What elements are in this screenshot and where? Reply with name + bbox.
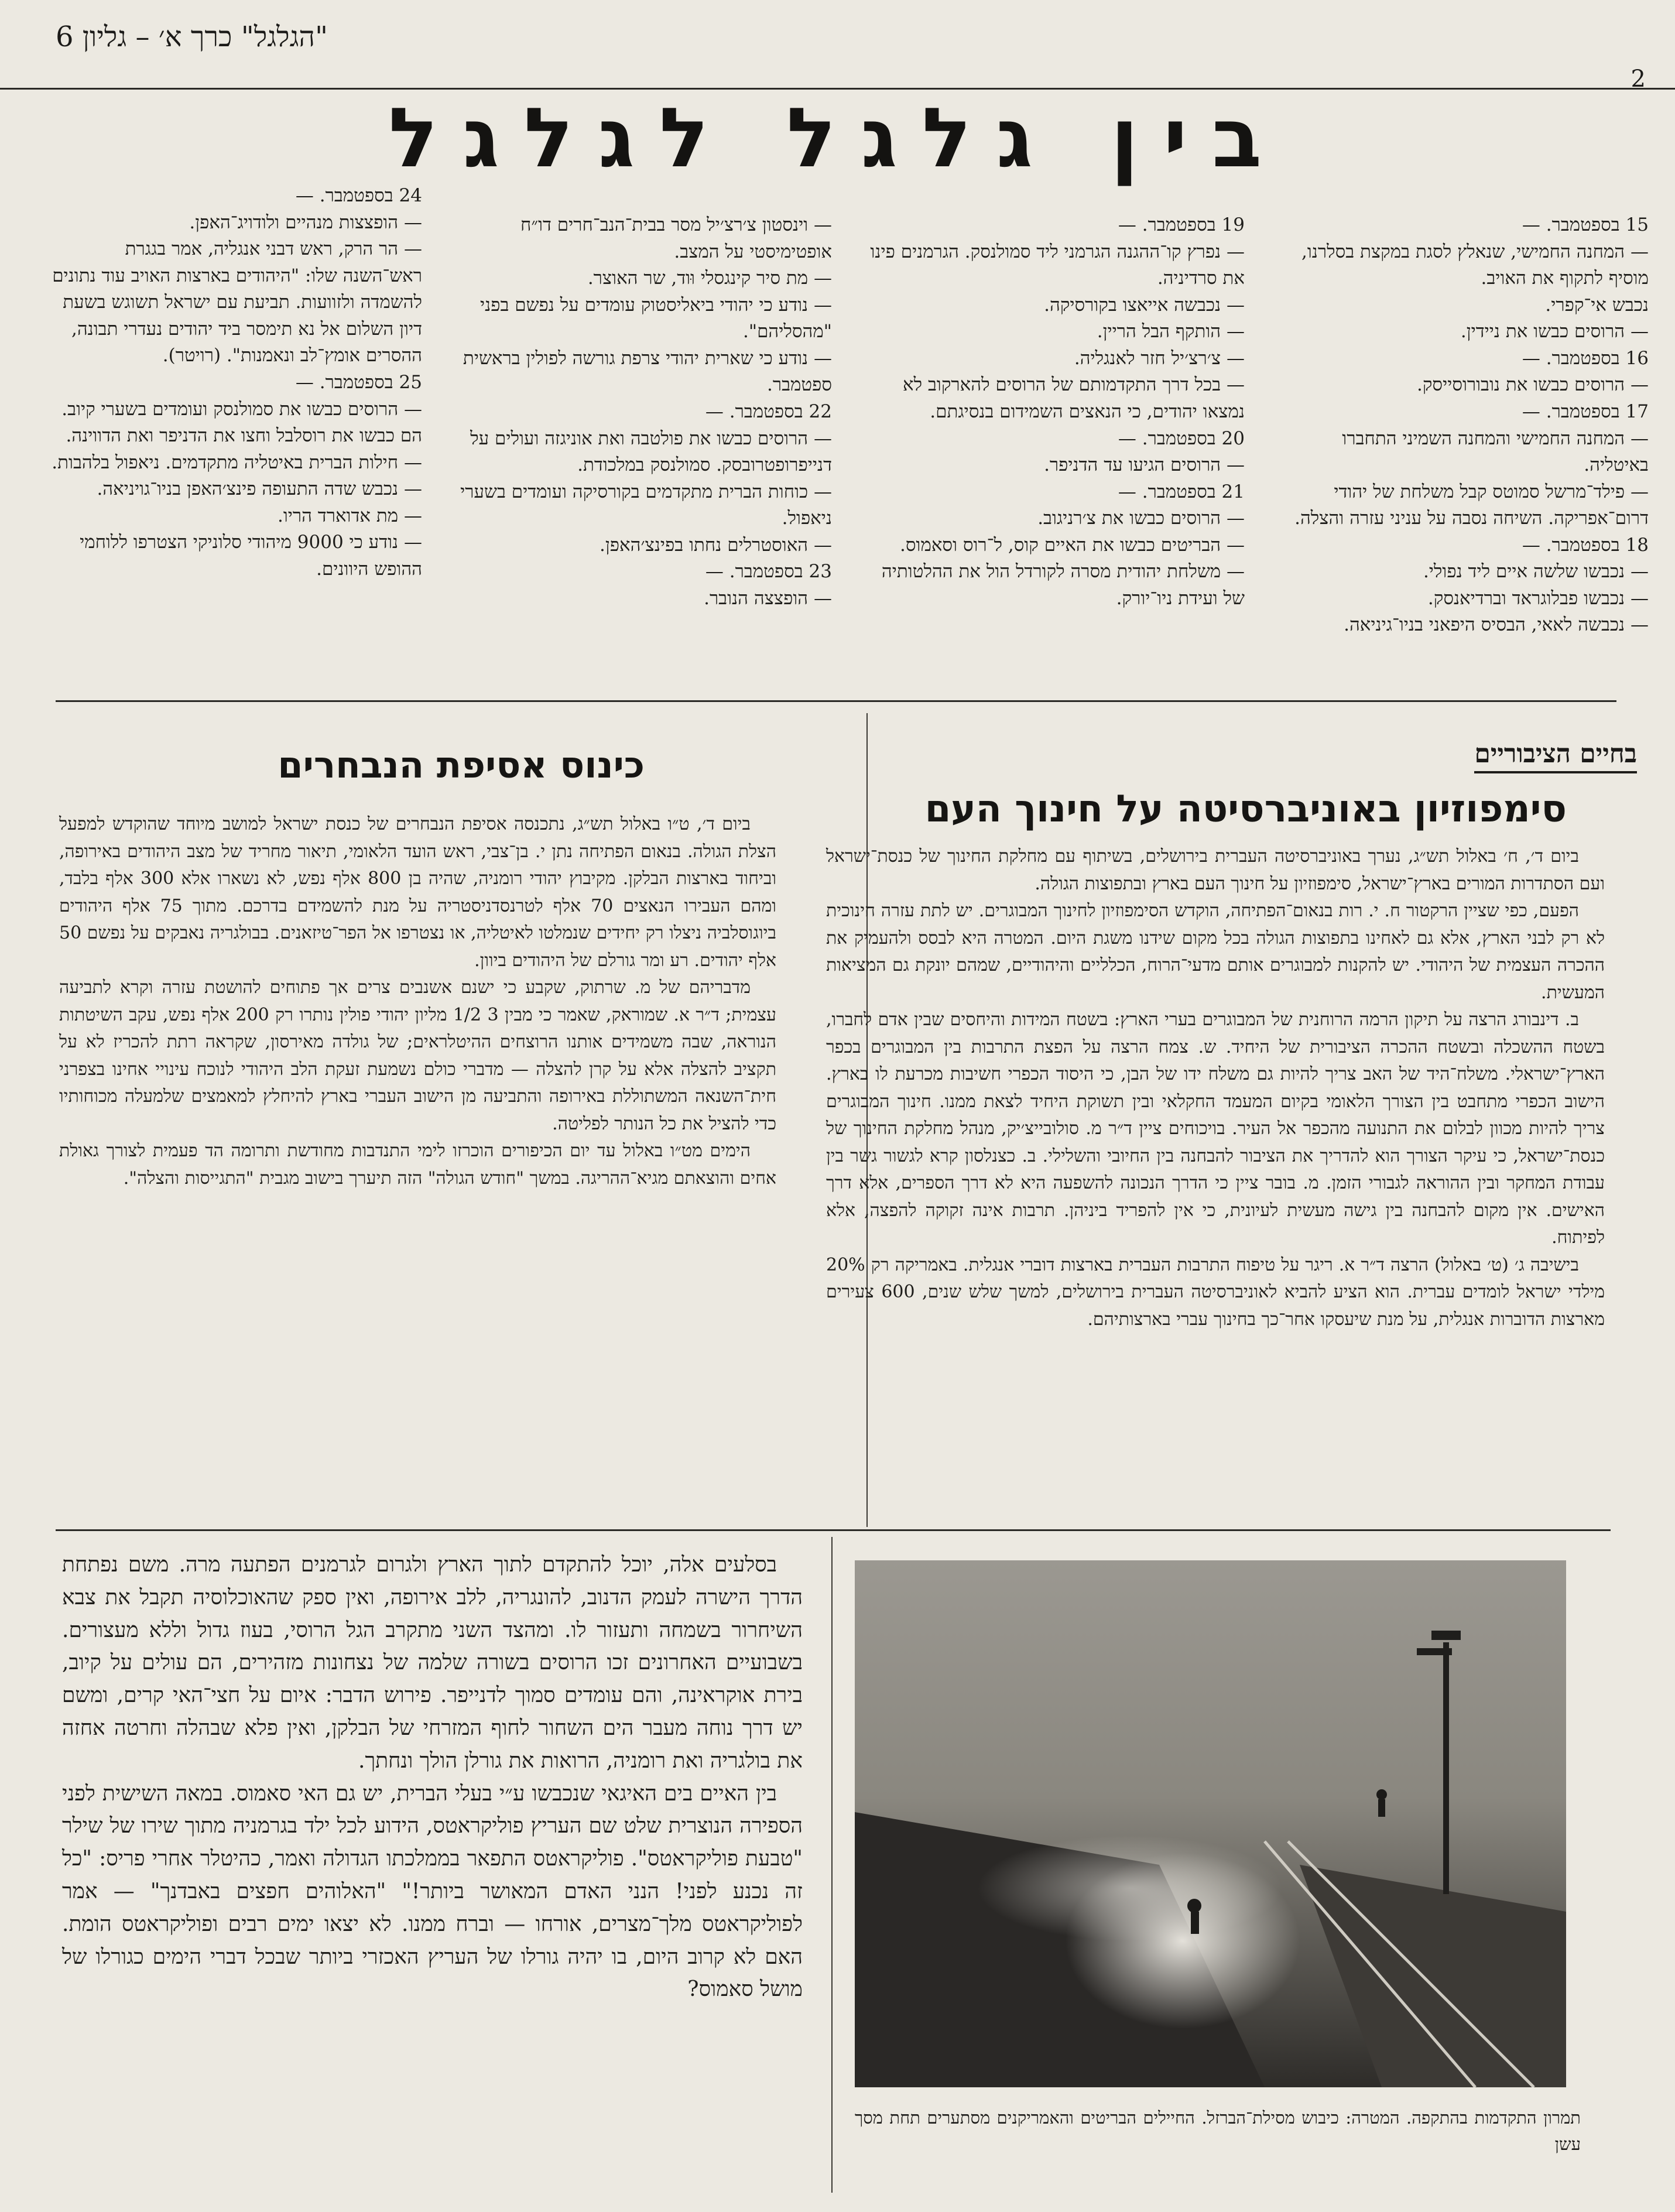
paragraph: בסלעים אלה, יוכל להתקדם לתוך הארץ ולגרום לגרמנים הפתעה מרה. משם נפתחת הדרך הישרה לעמק הדנוב, להונגריה, ללב אירופה, ואין ספק שהאוכלוסיה תקבל את צבא השיחרור בשמחה ותעזור לו. ומהצד השני מתקרב הגל הרוסי, בעוז גדול וללא מעצורים. בשבועיים האחרונים זכו הרוסים בשורה שלמה של נצחונות מזהירים, הם עולים על קיוב, בירת אוקראינה, והם עומדים סמוך לדנייפר. פירוש הדבר: איום על חצי־האי קרים, ומשם יש דרך נוחה מעבר הים השחור לחוף המזרחי של הבלקן, ואין פלא שבהלה וחרטה אחזה את בולגריה ואת רומניה, הרואות את גורלן הולך ונחתך. [62,1553,803,1773]
date-heading: 17 בספטמבר. — [1522,400,1649,422]
section-label: בחיים הציבוריים [1474,739,1637,773]
article-body-symposium [826,843,1605,1333]
article-body-assembly [59,811,776,1192]
chronicle-entry: — נכבשה אייאצו בקורסיקה. [1044,294,1245,316]
chronicle-entry: — חילות הברית באיטליה מתקדמים. ניאפול בלהבות. [52,451,422,473]
paragraph: הפעם, כפי שציין הרקטור ח. י. רות בנאום־הפתיחה, הוקדש הסימפוזיון לחינוך המבוגרים. יש לתת עזרה חינוכית לא רק לבני הארץ, אלא גם לאחינו בתפוצות הגולה בכל מקום שידנו משגת היום. המטרה היא לבסס ולהעמיק את ההכרה העצמית של היהודי. יש להקנות למבוגרים אותם מדעי־הרוח, הכלליים והיהודיים, שמהם יונקת גם המציאות המעשית. [826,900,1605,1003]
paragraph: מדבריהם של מ. שרתוק, שקבע כי ישנם אשנבים צרים אך פתוחים להושטת עזרה וקרא לתביעה עצמית; ד״ר א. שמוראק, שאמר כי מבין 3 1/2 מליון יהודי פולין נותרו רק 200 אלף נפש, עקב השיטתות הנוראה, שבה משמידים אותנו הרוצחים ההיטלראים; של גולדה מאירסון, שקראה רתת להכריז לא על תקציב להצלה אלא על קרן להצלה — מדברי כולם נשמעת זעקת הלב היהודי לנוכח עינויי אחינו בצפרני חית־השנאה המשתוללת באירופה והתביעה מן הישוב העברי בארץ להיחלץ למאמצים שלמעלה מכוחותיו כדי להציל את כל הנותר לפליטה. [59,977,776,1134]
chronicle-entry: — מת אדוארד הריו. [277,505,422,526]
date-heading: 24 בספטמבר. — [295,185,422,206]
date-heading: 19 בספטמבר. — [1118,214,1245,235]
date-heading: 15 בספטמבר. — [1522,214,1649,235]
chronicle-entry: — וינסטון צ׳רצ׳יל מסר בבית־הנב־חרים דו״ח אופטימיסטי על המצב. [520,214,832,262]
chronicle-entry: — כוחות הברית מתקדמים בקורסיקה ועומדים בשערי ניאפול. [460,481,832,529]
chronicle-entry: — הרוסים הגיעו עד הדניפר. [1044,454,1245,476]
chronicle-entry: — הרוסים כבשו את נובורוסייסק. [1416,374,1649,396]
date-heading: 23 בספטמבר. — [705,561,832,583]
chronicle-entry: נכבש אי־קפרי. [1545,294,1649,316]
chronicle-entry: — הרוסים כבשו את צ׳רניגוב. [1037,508,1245,529]
chronicle-entry: — הרוסים כבשו את פולטבה ואת אוניגזה ועולים על דנייפרופטרובסק. סמולנסק במלכודת. [470,427,832,476]
article-headline-assembly: כינוס אסיפת הנבחרים [278,744,645,786]
section-divider [56,700,1616,702]
chronicle-entry: — צ׳רצ׳יל חזר לאנגליה. [1074,347,1245,369]
section-divider [56,1529,1611,1531]
chronicle-entry: — בכל דרך התקדמותם של הרוסים להארקוב לא נמצאו יהודים, כי הנאצים השמידום בנסיגתם. [902,374,1245,422]
paragraph: הימים מט״ו באלול עד יום הכיפורים הוכרזו לימי התנדבות מחודשת ותרומה הד פעמית לצורך גאולת אחים והוצאתם מגיא־ההריגה. במשך "חודש הגולה" הזה תיערך בישוב מגבית "התגייסות והצלה". [59,1141,776,1189]
paragraph: בישיבה ג׳ (ט׳ באלול) הרצה ד״ר א. ריגר על טיפוח התרבות העברית בארצות דוברי אנגלית. באמריקה רק 20% מילדי ישראל לומדים עברית. הוא הציע להביא לאוניברסיטה העברית בירושלים, למשך שלש שנים, 600 צעירים מארצות הדוברות אנגלית, על מנת שיעסקו אחר־כך בחינוך עברי בארצותיהם. [826,1254,1605,1330]
chronicle-column-2 [864,212,1245,612]
paragraph: ביום ד׳, ט״ו באלול תש״ג, נתכנסה אסיפת הנבחרים של כנסת ישראל למושב מיוחד שהוקדש למפעל הצלת הגולה. בנאום הפתיחה נתן י. בן־צבי, ראש הועד הלאומי, תיאור מחריד של מצב היהודים באירופה, וביחוד בארצות הבלקן. מקיבוץ יהודי רומניה, שהיה בן 800 אלף נפש, לא נשארו אלא 300 אלף בלבד, ומהם העבירו הנאצים 70 אלף לטרנסדניסטריה על מנת להשמידם בדרכם. מתוך 75 אלף היהודים ביוגוסלביה ניצלו רק יחידים שנמלטו לאיטליה, או נצטרפו אל הפר־טיזאנים. בבולגריה נאבקים על נפשם 50 אלף יהודים. רע ומר גורלם של היהודים ביוון. [59,814,776,971]
chronicle-entry: — נודע כי 9000 מיהודי סלוניקי הצטרפו ללוחמי ההופש היוונים. [80,532,422,580]
date-heading: 21 בספטמבר. — [1118,481,1245,502]
chronicle-entry: — הרוסים כבשו את סמולנסק ועומדים בשערי קיוב. הם כבשו את רוסלבל וחצו את הדניפר ואת הדווינה. [61,398,422,447]
page-title: בין גלגל לגלגל [388,91,1287,186]
chronicle-entry: — מת סיר קינגסלי וּוד, שר האוצר. [587,268,832,289]
paragraph: ביום ד׳, ח׳ באלול תש״ג, נערך באוניברסיטה העברית בירושלים, בשיתוף עם מחלקת החינוך של כנסת־ישראל ועם הסתדרות המורים בארץ־ישראל, סימפוזיון על חינוך העם בארץ ובתפוצות הגולה. [826,846,1605,894]
chronicle-entry: — הרוסים כבשו את ניידין. [1460,321,1649,343]
chronicle-column-3 [451,212,832,612]
date-heading: 16 בספטמבר. — [1522,347,1649,369]
chronicle-entry: — הותקף הבל הריין. [1097,321,1245,343]
chronicle-entry: — נכבשו פבלוגראד וברדיאנסק. [1427,587,1649,609]
chronicle-entry: — נפרץ קו־ההגנה הגרמני ליד סמולנסק. הגרמנים פינו את סרדיניה. [870,241,1245,289]
chronicle-entry: — נכבש שדה התעופה פינצ׳האפן בניו־גויניאה. [97,478,422,500]
paragraph: בין האיים בים האיגאי שנכבשו ע״י בעלי הברית, יש גם האי סאמוס. במאה השישית לפני הספירה הנוצרית שלט שם העריץ פוליקראטס, הידוע לכל ילד בגרמניה מתוך שירו של שילר "טבעת פוליקראטס". פוליקראטס התפאר בממלכתו הגדולה ואמר, כהיטלר אחרי פריס: "כל זה נכנע לפני! הנני האדם המאושר ביותר!" "האלוהים חפצים באבדנך" — אמר לפוליקראטס מלך־מצרים, אורחו — וברח ממנו. לא יצאו ימים רבים ופוליקראטס הומת. האם לא קרוב היום, בו יהיה גורלו של העריץ האכזרי ביותר שבכל דברי הימים כגורלו של מושל סאמוס? [62,1781,803,2002]
chronicle-entry: — נכבשו שלשה איים ליד נפולי. [1423,561,1649,583]
chronicle-entry: — נכבשה לאאי, הבסיס היפאני בניו־גיניאה. [1344,614,1649,636]
chronicle-entry: — האוסטרלים נחתו בפינצ׳האפן. [600,534,832,556]
date-heading: 25 בספטמבר. — [295,371,422,393]
chronicle-entry: — הופצצות מנהיים ולודויג־האפן. [189,211,422,233]
chronicle-entry: — הופצצה הנובר. [704,587,832,609]
date-heading: 22 בספטמבר. — [705,400,832,422]
date-heading: 18 בספטמבר. — [1522,534,1649,556]
chronicle-entry: — המחנה החמישי, שנאלץ לסגת במקצת בסלרנו, מוסיף לתקוף את האויב. [1301,241,1649,289]
page-number: 2 [1631,66,1646,93]
chronicle-entry: — משלחת יהודית מסרה לקורדל הול את ההלטותיה של ועידת ניו־יורק. [881,561,1245,609]
running-head: "הגלגל" כרך א׳ – גליון 6 [56,20,328,53]
chronicle-entry: — נודע כי שארית יהודי צרפת גורשה לפולין בראשית ספטמבר. [463,347,832,396]
chronicle-entry: — פילד־מרשל סמוטס קבל משלחת של יהודי דרום־אפריקה. השיחה נסבה על עניני עזרה והצלה. [1294,481,1649,529]
chronicle-entry: — הבריטים כבשו את האיים קוס, ל־רוס וסאמוס. [900,534,1245,556]
photo-caption: תמרון התקדמות בהתקפה. המטרה: כיבוש מסילת־הברזל. החיילים הבריטים והאמריקנים מסתערים תחת מסך עשן [855,2108,1581,2154]
article-body-war-column [62,1549,803,2006]
chronicle-entry: — הר הרק, ראש דבני אנגליה, אמר בגגרת ראש־השנה שלו: "היהודים בארצות האויב עוד נתונים להשמדה ולזוועות. תביעת עם ישראל תשוגש בשעת דיון השלום אל נא תימסר ביד יהודים נעדרי תבונה, ההסרים אומץ־לב ונאמנות". (רויטר). [52,238,422,367]
article-headline-symposium: סימפוזיון באוניברסיטה על חינוך העם [924,787,1567,831]
chronicle-entry: — נודע כי יהודי ביאליסטוק עומדים על נפשם בפני "מהסליהם". [480,294,832,343]
battle-photo [855,1560,1566,2087]
chronicle-entry: — המחנה החמישי והמחנה השמיני התחברו באיטליה. [1342,427,1649,476]
chronicle-column-4 [42,183,422,583]
date-heading: 20 בספטמבר. — [1118,427,1245,449]
photo-image [855,1560,1566,2087]
column-divider [831,1537,833,2193]
chronicle-column-1 [1274,212,1649,639]
paragraph: ב. דינבורג הרצה על תיקון הרמה הרוחנית של המבוגרים בערי הארץ: בשטח המידות והיחסים שבין אדם לחברו, בשטח ההשכלה ובשטח ההכרה הציבורית של היחיד. ש. צמח הרצה על הפצת התרבות בין המבוגרים בכפר הארץ־ישראלי. משלח־היד של האב צריך להיות גם משלח ידו של הבן, כי היסוד הכפרי חשיבות מכרעת לו בארץ. הישוב הכפרי מתחבט בין הצורך הלאומי בקיום המעמד החקלאי ובין תשוקת היחיד לצאת ממנו. חינוך המבוגרים צריך להיות מכוון לבלום את התנועה מהכפר אל העיר. בויכוחים ציין ד״ר מ. סולובייצ׳יק, מנהל מחלקת החינוך של כנסת־ישראל, כי עיקר הצורך הוא להדריך את הציבור להבחנה בין החיובי והשלילי. ב. כצנלסון קרא לגשור גשר בין עבודת המחקר ובין ההוראה לגבורי הזמן. מ. בובר ציין כי הדרך הנכונה להשפעה היא לא דרך הספרים, אלא דרך האישים. אין מקום להבחנה בין גישה מעשית לעיונית, כי אין להפריד ביניהן. תרבות אינה זקוקה להפצה, אלא לפיתוח. [826,1009,1605,1248]
